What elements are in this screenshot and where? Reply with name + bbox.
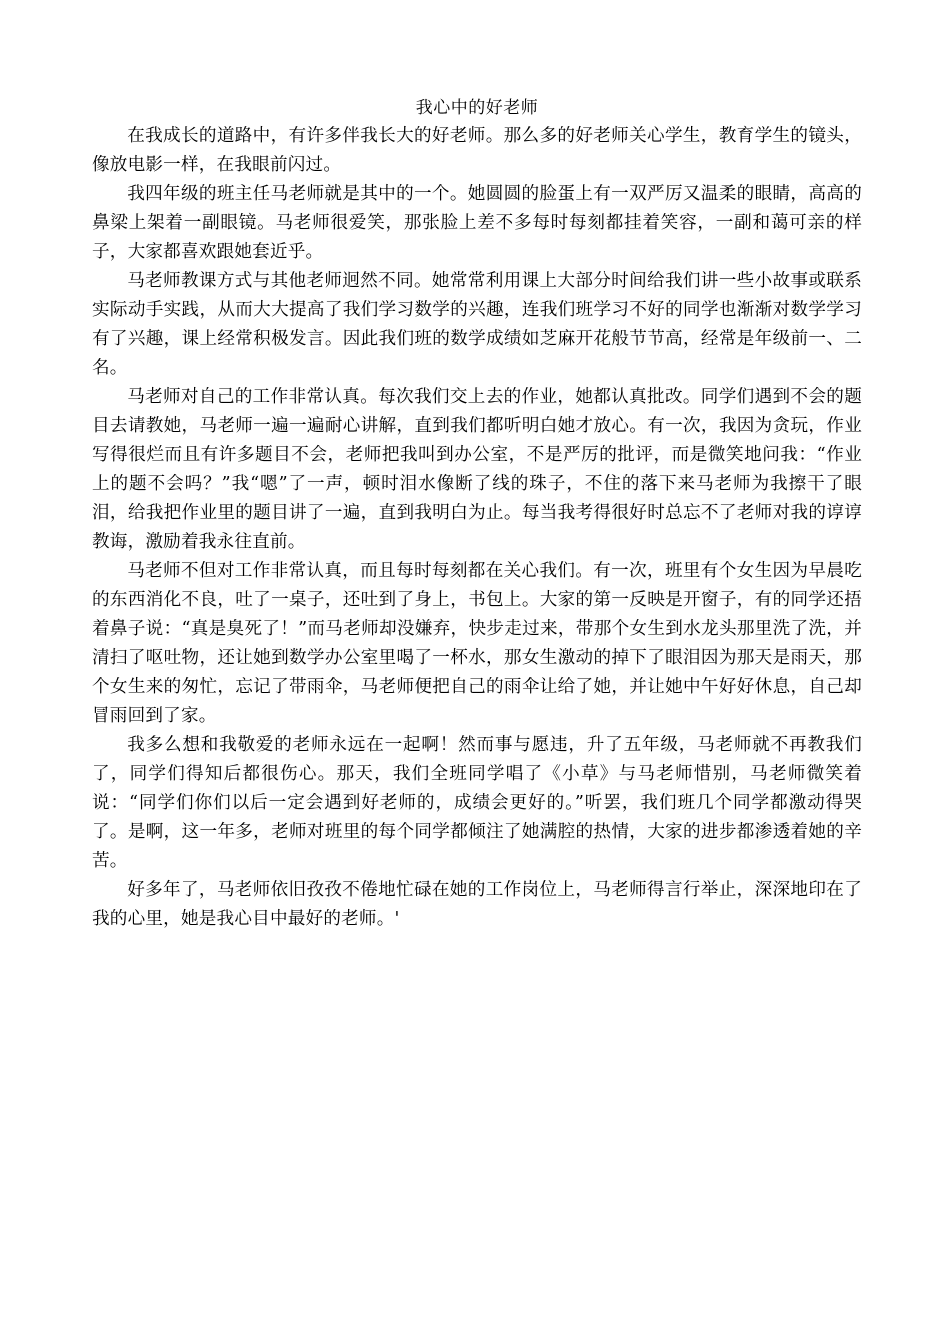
paragraph-2: 我四年级的班主任马老师就是其中的一个。她圆圆的脸蛋上有一双严厉又温柔的眼睛，高高的鼻梁上架着一副眼镜。马老师很爱笑，那张脸上差不多每时每刻都挂着笑容，一副和蔼可亲的样子，大家都喜欢跟她套近乎。 [92, 184, 862, 262]
paragraph-4: 马老师对自己的工作非常认真。每次我们交上去的作业，她都认真批改。同学们遇到不会的题目去请教她，马老师一遍一遍耐心讲解，直到我们都听明白她才放心。有一次，我因为贪玩，作业写得很烂而且有许多题目不会，老师把我叫到办公室，不是严厉的批评，而是微笑地问我：“作业上的题不会吗？”我“嗯”了一声，顿时泪水像断了线的珠子，不住的落下来马老师为我擦干了眼泪，给我把作业里的题目讲了一遍，直到我明白为止。每当我考得很好时总忘不了老师对我的谆谆教诲，激励着我永往直前。 [92, 387, 862, 552]
paragraph-1: 在我成长的道路中，有许多伴我长大的好老师。那么多的好老师关心学生，教育学生的镜头，像放电影一样，在我眼前闪过。 [92, 126, 862, 175]
paragraph-6: 我多么想和我敬爱的老师永远在一起啊！然而事与愿违，升了五年级，马老师就不再教我们了，同学们得知后都很伤心。那天，我们全班同学唱了《小草》与马老师惜别，马老师微笑着说：“同学们你们以后一定会遇到好老师的，成绩会更好的。”听罢，我们班几个同学都激动得哭了。是啊，这一年多，老师对班里的每个同学都倾注了她满腔的热情，大家的进步都渗透着她的辛苦。 [92, 735, 862, 871]
paragraph-3: 马老师教课方式与其他老师迥然不同。她常常利用课上大部分时间给我们讲一些小故事或联系实际动手实践，从而大大提高了我们学习数学的兴趣，连我们班学习不好的同学也渐渐对数学学习有了兴趣，课上经常积极发言。因此我们班的数学成绩如芝麻开花般节节高，经常是年级前一、二名。 [92, 271, 862, 378]
paragraph-5: 马老师不但对工作非常认真，而且每时每刻都在关心我们。有一次，班里有个女生因为早晨吃的东西消化不良，吐了一桌子，还吐到了身上，书包上。大家的第一反映是开窗子，有的同学还捂着鼻子说：“真是臭死了！”而马老师却没嫌弃，快步走过来，带那个女生到水龙头那里洗了洗，并清扫了呕吐物，还让她到数学办公室里喝了一杯水，那女生激动的掉下了眼泪因为那天是雨天，那个女生来的匆忙，忘记了带雨伞，马老师便把自己的雨伞让给了她，并让她中午好好休息，自己却冒雨回到了家。 [92, 561, 862, 726]
paragraph-7: 好多年了，马老师依旧孜孜不倦地忙碌在她的工作岗位上，马老师得言行举止，深深地印在了我的心里，她是我心目中最好的老师。' [92, 880, 862, 929]
document-title: 我心中的好老师 [415, 98, 539, 118]
